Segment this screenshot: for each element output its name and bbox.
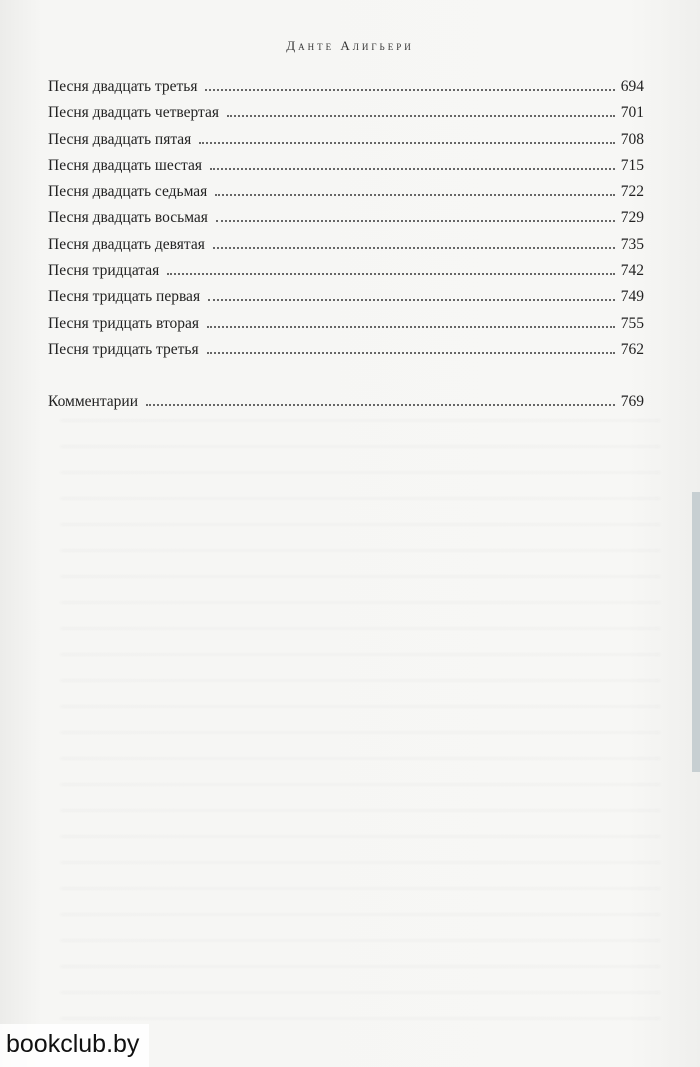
toc-entry [48, 288, 644, 314]
toc-entry [48, 157, 644, 183]
toc-leader-dots [208, 298, 615, 301]
toc-leader-dots [167, 272, 614, 275]
toc-entry-title: Комментарии [48, 393, 138, 411]
toc-entry-page: 694 [620, 78, 644, 95]
toc-leader-dots [207, 325, 615, 328]
toc-entry [48, 315, 644, 341]
toc-entry-page: 722 [620, 183, 644, 201]
toc-entry-page: 701 [620, 104, 644, 122]
running-head: Данте Алигьери [286, 38, 414, 53]
toc-spacer [48, 367, 644, 393]
toc-entry-page: 769 [620, 393, 644, 411]
toc-entry [48, 78, 644, 104]
toc-entry-page: 742 [620, 262, 644, 280]
toc-leader-dots [205, 88, 614, 91]
toc-entry-page: 749 [620, 288, 644, 306]
toc-entry [48, 183, 644, 209]
toc-leader-dots [216, 219, 615, 222]
page-edge-tab [692, 492, 700, 772]
toc-entry [48, 131, 644, 157]
toc-leader-dots [213, 246, 615, 249]
toc-entry-title: Песня тридцать третья [48, 340, 199, 358]
toc-entry-page: 735 [620, 235, 644, 253]
toc-leader-dots [199, 141, 614, 144]
toc-entry-commentary [48, 393, 644, 419]
toc-leader-dots [210, 167, 615, 170]
toc-entry [48, 104, 644, 130]
toc-entry-page: 755 [620, 314, 644, 332]
toc-entry-title: Песня двадцать третья [48, 78, 198, 95]
toc-entry-title: Песня двадцать восьмая [48, 209, 208, 227]
toc-entry-title: Песня двадцать четвертая [48, 104, 219, 122]
toc-entry [48, 209, 644, 235]
site-watermark: bookclub.by [0, 1024, 149, 1067]
toc-entry-title: Песня тридцать первая [48, 288, 201, 306]
toc-entry-title: Песня тридцатая [48, 262, 160, 280]
toc-leader-dots [227, 114, 615, 117]
toc-entry-title: Песня тридцать вторая [48, 314, 200, 332]
toc-entry [48, 236, 644, 262]
toc-entry-title: Песня двадцать пятая [48, 130, 192, 148]
toc-leader-dots [207, 351, 615, 354]
show-through-text [60, 400, 660, 1040]
toc-entry-page: 762 [620, 340, 644, 358]
toc-entry-page: 715 [620, 156, 644, 174]
table-of-contents [48, 78, 644, 420]
toc-entry [48, 262, 644, 288]
toc-entry [48, 341, 644, 367]
toc-leader-dots [215, 193, 614, 196]
toc-entry-page: 729 [620, 209, 644, 227]
toc-entry-page: 708 [620, 130, 644, 148]
toc-leader-dots [146, 403, 615, 406]
toc-entry-title: Песня двадцать седьмая [48, 183, 208, 201]
toc-entry-title: Песня двадцать девятая [48, 235, 205, 253]
toc-entry-title: Песня двадцать шестая [48, 156, 202, 174]
